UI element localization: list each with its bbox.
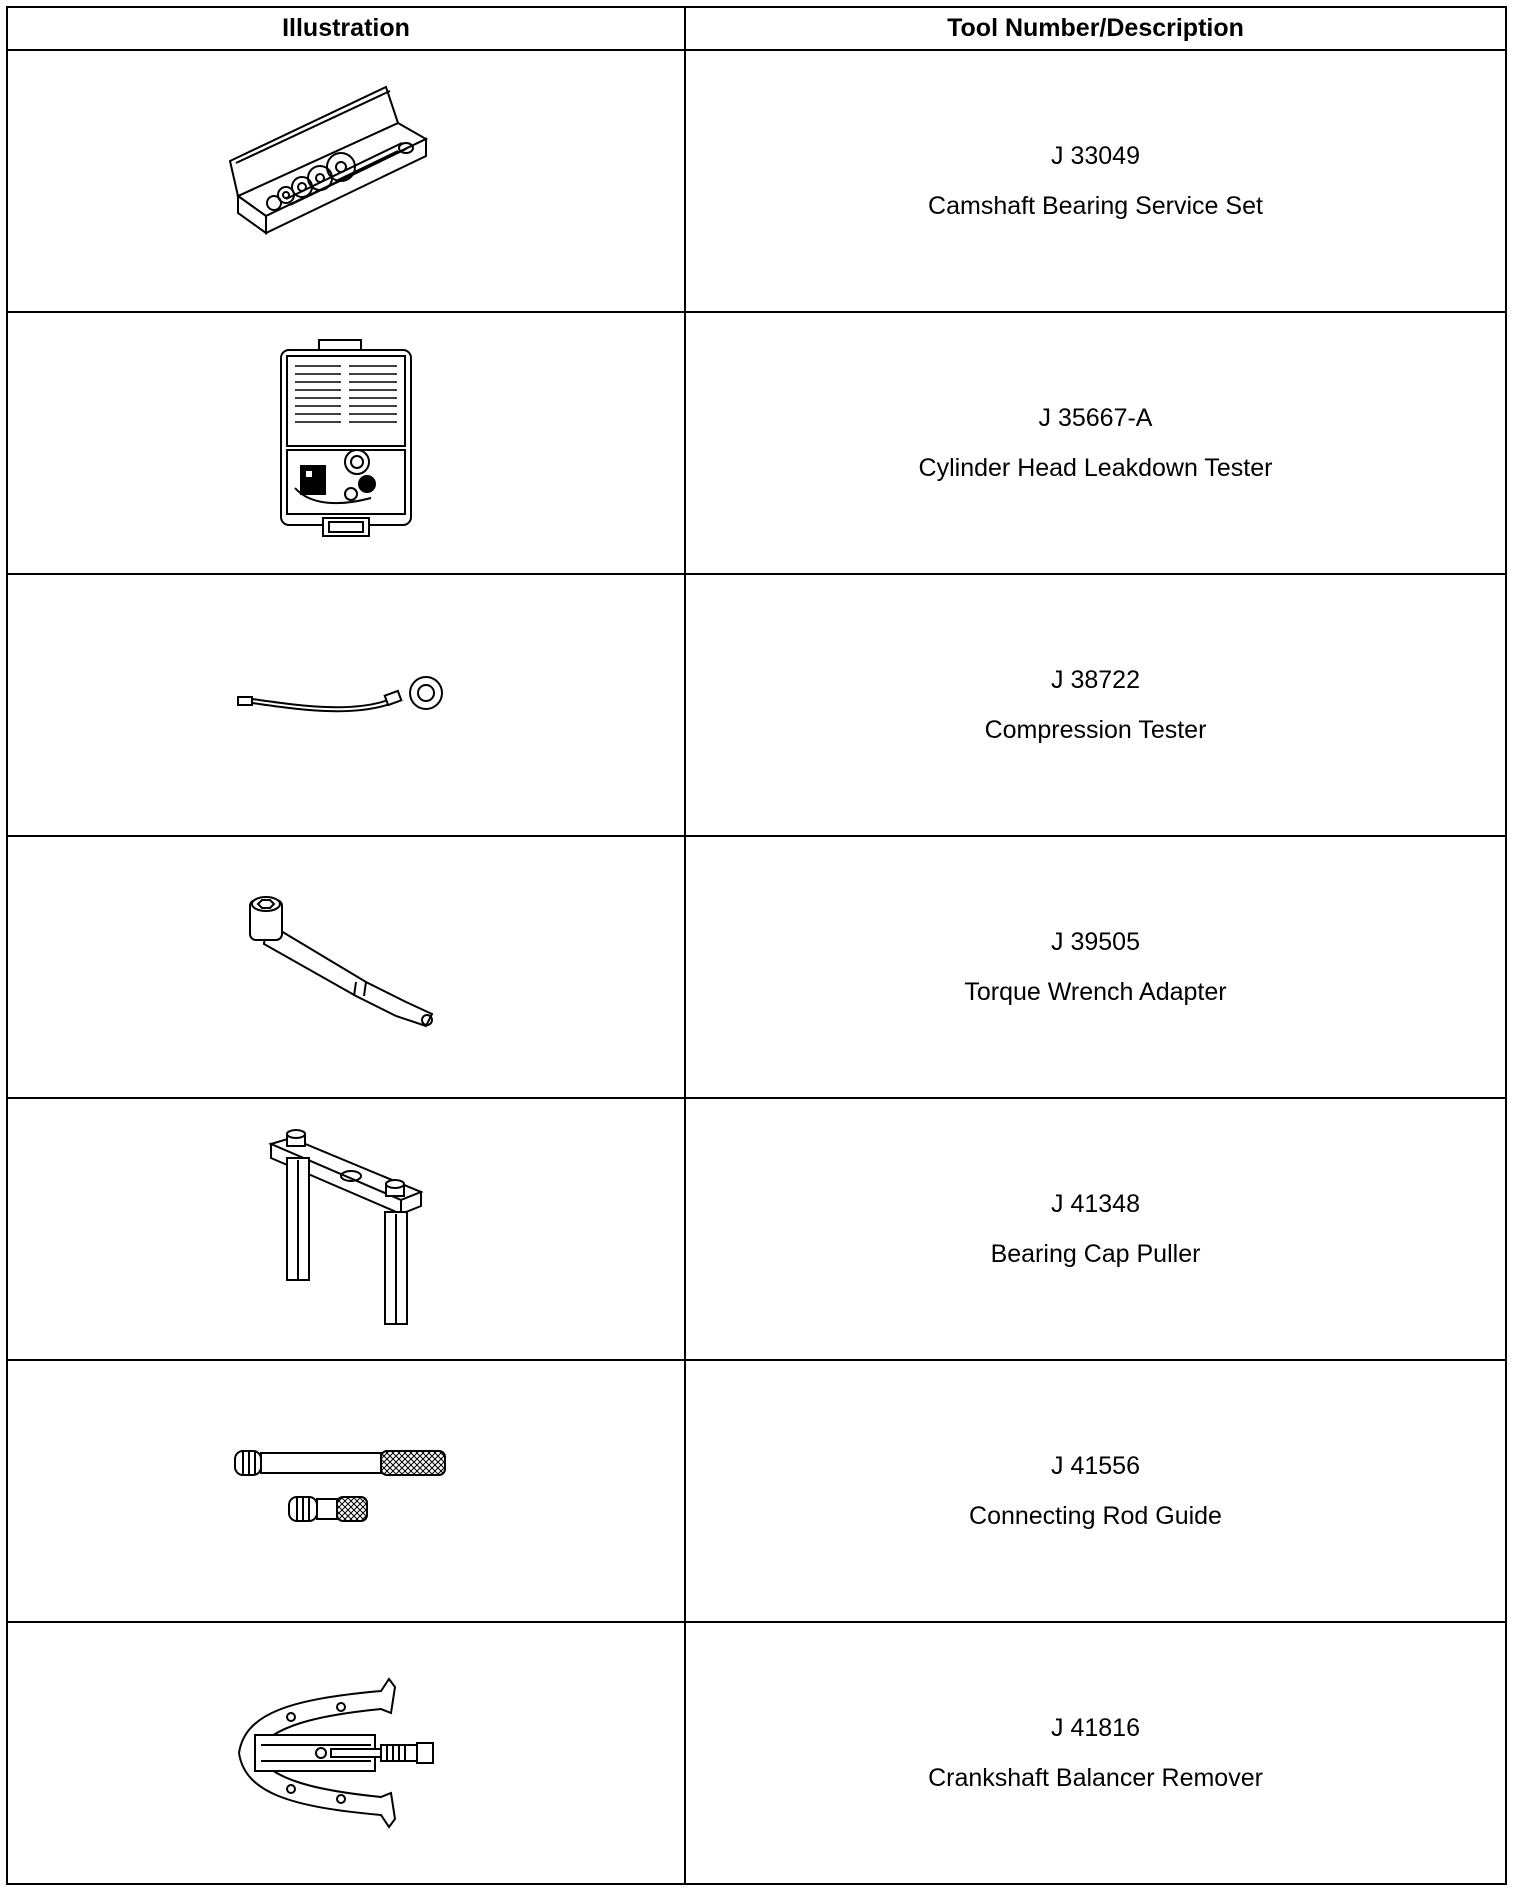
tool-number: J 35667-A	[1038, 403, 1153, 432]
table-row	[7, 1622, 1506, 1884]
illustration-cell	[7, 836, 685, 1098]
table-row	[7, 50, 1506, 312]
crankshaft-balancer-remover-icon	[231, 1673, 461, 1833]
tool-number: J 41816	[1051, 1713, 1140, 1742]
tool-table	[6, 6, 1507, 1885]
table-row	[7, 836, 1506, 1098]
tool-description: Torque Wrench Adapter	[964, 977, 1227, 1006]
torque-wrench-adapter-icon	[236, 892, 456, 1042]
tool-description: Camshaft Bearing Service Set	[928, 191, 1263, 220]
table-row	[7, 1098, 1506, 1360]
illustration-cell	[7, 1360, 685, 1622]
tool-description: Crankshaft Balancer Remover	[928, 1763, 1263, 1792]
tool-number: J 41348	[1051, 1189, 1140, 1218]
description-cell	[685, 574, 1506, 836]
camshaft-bearing-service-set-icon	[226, 81, 466, 281]
description-cell	[685, 1098, 1506, 1360]
tool-number: J 41556	[1051, 1451, 1140, 1480]
table-row	[7, 312, 1506, 574]
illustration-cell	[7, 312, 685, 574]
description-cell	[685, 312, 1506, 574]
illustration-cell	[7, 1622, 685, 1884]
illustration-cell	[7, 574, 685, 836]
tool-description: Connecting Rod Guide	[969, 1501, 1222, 1530]
table-row	[7, 1360, 1506, 1622]
tool-description: Bearing Cap Puller	[990, 1239, 1201, 1268]
description-cell	[685, 50, 1506, 312]
tool-description: Cylinder Head Leakdown Tester	[918, 453, 1273, 482]
description-cell	[685, 1622, 1506, 1884]
table-header-row	[7, 7, 1506, 50]
tool-number: J 39505	[1051, 927, 1140, 956]
illustration-cell	[7, 1098, 685, 1360]
table-row	[7, 574, 1506, 836]
tool-description: Compression Tester	[984, 715, 1207, 744]
description-cell	[685, 1360, 1506, 1622]
bearing-cap-puller-icon	[251, 1124, 441, 1334]
leakdown-tester-case-icon	[271, 338, 421, 548]
illustration-cell	[7, 50, 685, 312]
header-illustration: Illustration	[7, 7, 685, 50]
compression-tester-hose-icon	[236, 675, 456, 735]
tool-number: J 33049	[1051, 141, 1140, 170]
header-tool-number-description: Tool Number/Description	[685, 7, 1506, 50]
description-cell	[685, 836, 1506, 1098]
tool-number: J 38722	[1051, 665, 1140, 694]
connecting-rod-guide-icon	[231, 1441, 461, 1541]
